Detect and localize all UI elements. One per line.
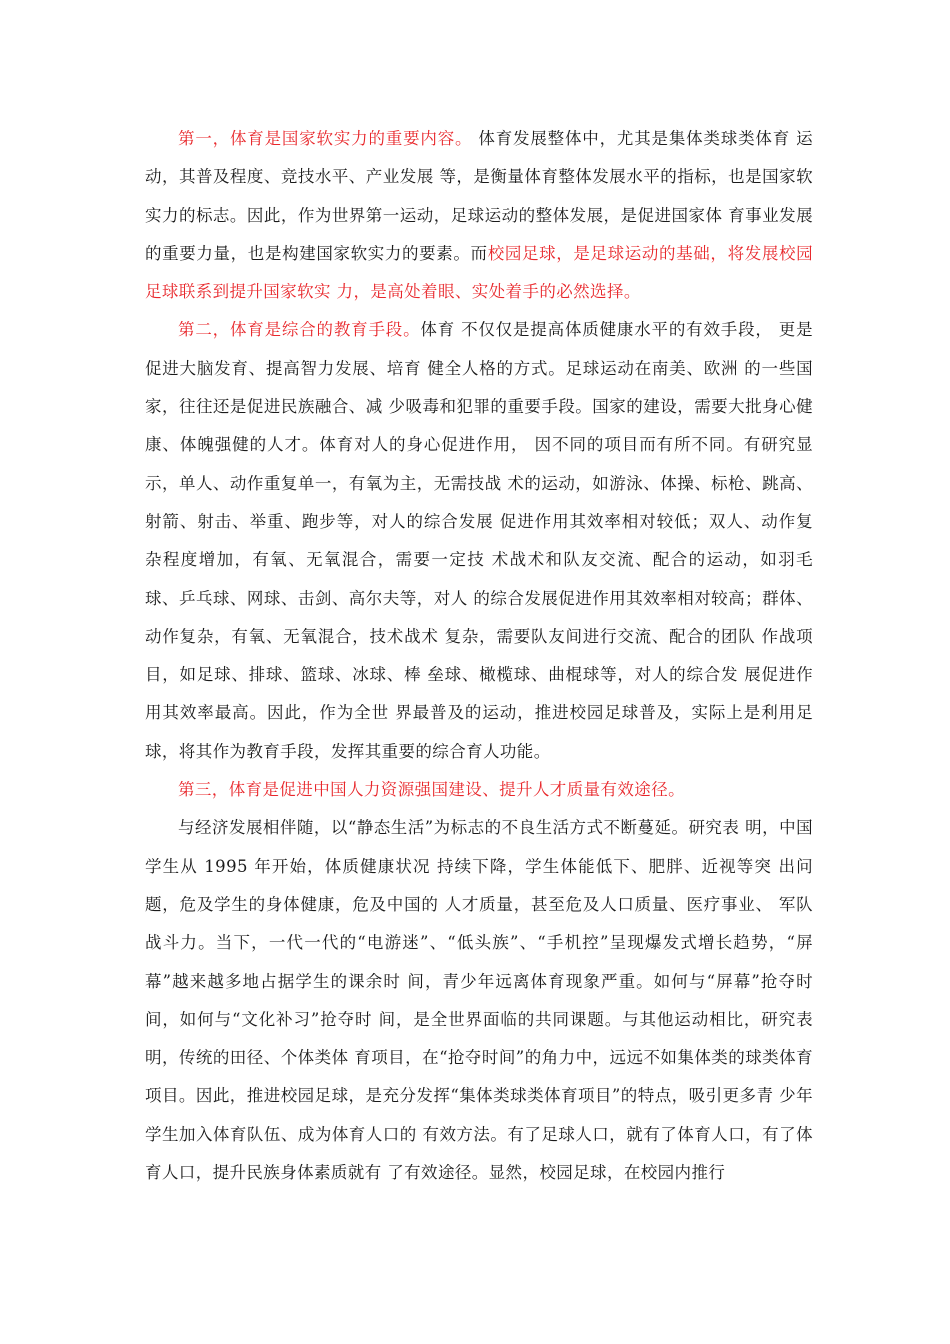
paragraph-lifestyle <box>145 809 813 1192</box>
section-heading-red: 第三，体育是促进中国人力资源强国建设、提升人才质量有效途径。 <box>178 780 685 800</box>
paragraph-heading-soft-power: 第一，体育是国家软实力的重要内容。 <box>178 129 473 148</box>
paragraph-text: 与经济发展相伴随，以“静态生活”为标志的不良生活方式不断蔓延。研究表 明，中国学生从 1995 年开始，体质健康状况 持续下降，学生体能低下、肥胖、近视等突 出问题，危及学生的身体健康，危及中国的 人才质量，甚至危及人口质量、医疗事业、 军队战斗力。当下，一代一代的“电游迷”、“低头族”、“手机控”呈现爆发式增长趋势，“屏幕”越来越多地占据学生的课余时 间，青少年远离体育现象严重。如何与“屏幕”抢夺时间，如何与“文化补习”抢夺时 间，是全世界面临的共同课题。与其他运动相比，研究表明，传统的田径、个体类体 育项目，在“抢夺时间”的角力中，远远不如集体类的球类体育项目。因此，推进校园足球，是充分发挥“集体类球类体育项目”的特点，吸引更多青 少年学生加入体育队伍、成为体育人口的 有效方法。有了足球人口，就有了体育人口，有了体育人口，提升民族身体素质就有 了有效途径。显然，校园足球，在校园内推行 <box>145 818 813 1183</box>
paragraph-heading-education: 第二，体育是综合的教育手段。 <box>178 320 421 340</box>
highlighted-conclusion: 校园足球，是足球运动的基础，将发展校园足球联系到提升国家软实 力，是高处着眼、实处着手的必然选择。 <box>145 243 813 302</box>
paragraph-soft-power <box>145 120 813 311</box>
paragraph-heading-human-resources <box>145 771 813 809</box>
paragraph-text: 体育发展整体中，尤其是集体类球类体育 运动，其普及程度、竞技水平、产业发展 等，是衡量体育整体发展水平的指标，也是国家软实力的标志。因此，作为世界第一运动，足球运动的整体发展，是促进国家体 育事业发展的重要力量，也是构建国家软实力的要素。而 <box>145 129 813 263</box>
paragraph-education <box>145 311 813 771</box>
paragraph-text: 体育 不仅仅是提高体质健康水平的有效手段， 更是促进大脑发育、提高智力发展、培育 健全人格的方式。足球运动在南美、欧洲 的一些国家，往往还是促进民族融合、减 少吸毒和犯罪的重要手段。国家的建设，需要大批身心健康、体魄强健的人才。体育对人的身心促进作用， 因不同的项目而有所不同。有研究显示，单人、动作重复单一，有氧为主，无需技战 术的运动，如游泳、体操、标枪、跳高、射箭、射击、举重、跑步等，对人的综合发展 促进作用其效率相对较低；双人、动作复 杂程度增加，有氧、无氧混合，需要一定技 术战术和队友交流、配合的运动，如羽毛 球、乒乓球、网球、击剑、高尔夫等，对人 的综合发展促进作用其效率相对较高；群体、动作复杂，有氧、无氧混合，技术战术 复杂，需要队友间进行交流、配合的团队 作战项目，如足球、排球、篮球、冰球、棒 垒球、橄榄球、曲棍球等，对人的综合发 展促进作用其效率最高。因此，作为全世 界最普及的运动，推进校园足球普及，实际上是利用足球，将其作为教育手段，发挥其重要的综合育人功能。 <box>145 320 813 761</box>
document-body <box>145 120 813 1192</box>
